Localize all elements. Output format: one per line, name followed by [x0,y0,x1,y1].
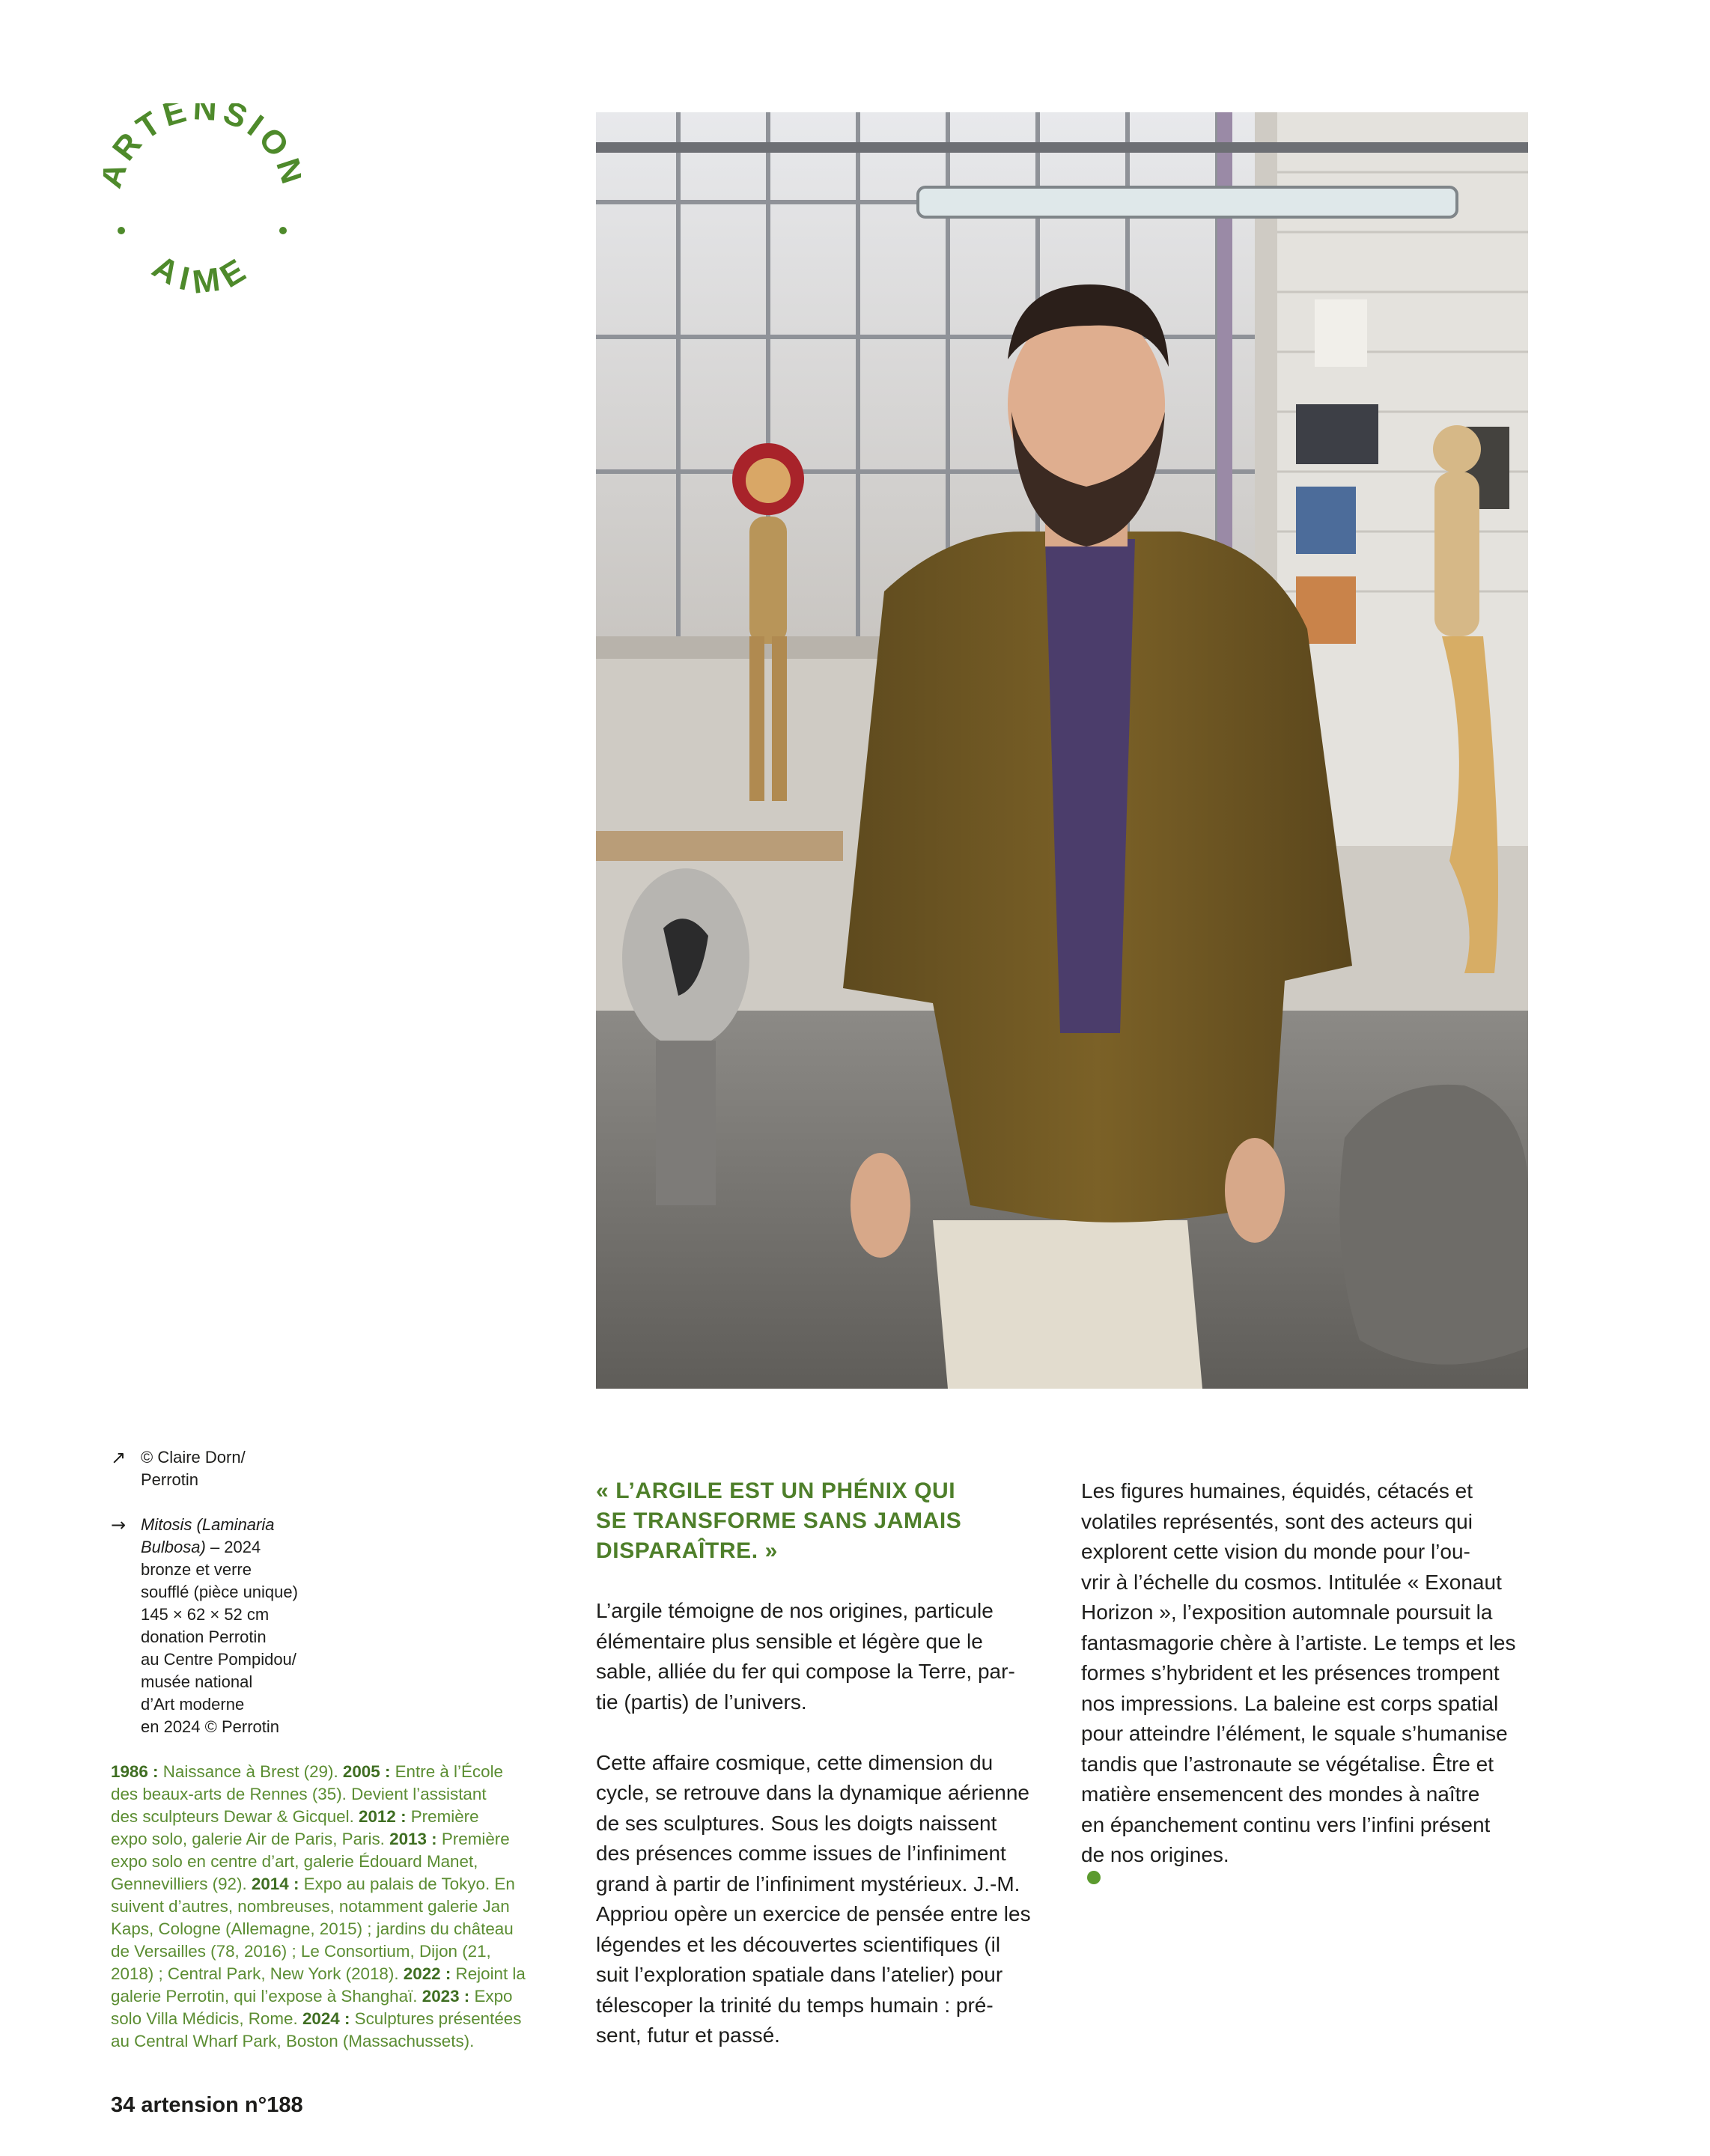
text-line: élémentaire plus sensible et légère que le [596,1629,983,1653]
logo-top-text: RTENSIO [105,103,299,168]
text-line: Cette affaire cosmique, cette dimension du [596,1750,994,1774]
text-line: suit l’exploration spatiale dans l’atelier) pour [596,1963,1003,1986]
bio-year: 2022 : [403,1964,451,1983]
logo-dot-left [118,227,125,234]
text-line: Horizon », l’exposition automnale poursuit la [1081,1601,1493,1624]
bio-line [111,1761,545,1783]
bio-year: 2024 : [302,2009,350,2028]
bio-year: 2012 : [359,1807,407,1826]
credit-line-1: © Claire Dorn/ [141,1448,246,1467]
text-line: sable, alliée du fer qui compose la Terre, par- [596,1660,1015,1683]
bio-line [111,1895,545,1918]
artwork-detail-8: en 2024 © Perrotin [141,1717,279,1736]
bio-text: Naissance à Brest (29). [158,1762,343,1781]
bio-text: 2018) ; Central Park, New York (2018). [111,1964,404,1983]
pull-quote [596,1476,1015,1566]
text-line: L’argile témoigne de nos origines, particule [596,1599,994,1622]
bio-line [111,1873,545,1895]
bio-line [111,1806,545,1828]
text-line: explorent cette vision du monde pour l’ou- [1081,1540,1470,1563]
artwork-title-line-2-text: Bulbosa) [141,1538,206,1556]
text-line: vrir à l’échelle du cosmos. Intitulée « Exonaut [1081,1570,1502,1594]
artist-bio-timeline [111,1761,545,2053]
paragraph-1 [596,1596,1045,1717]
bio-text: Kaps, Cologne (Allemagne, 2015) ; jardins du château [111,1919,514,1938]
bio-text: Première [436,1830,510,1848]
bio-text: Première [406,1807,479,1826]
text-line: formes s’hybrident et les présences trompent [1081,1661,1500,1684]
bio-year: 1986 : [111,1762,159,1781]
text-line: fantasmagorie chère à l’artiste. Le temps et les [1081,1630,1516,1654]
paragraph-2 [596,1748,1045,2051]
text-line: nos impressions. La baleine est corps spatial [1081,1691,1499,1715]
text-line: légendes et les découvertes scientifiques (il [596,1932,1001,1956]
article-column-2 [1081,1476,1530,1884]
bio-line [111,1963,545,1985]
text-line: tie (partis) de l’univers. [596,1690,807,1714]
photo-credit-caption [111,1446,335,1491]
artist-portrait-image [596,112,1528,1389]
text-line: cycle, se retrouve dans la dynamique aérienne [596,1781,1030,1804]
text-line: télescoper la trinité du temps humain : pré- [596,1993,994,2017]
bio-line [111,1851,545,1873]
logo-ring [103,103,301,301]
bio-year: 2005 : [342,1762,391,1781]
text-line: sent, futur et passé. [596,2023,780,2047]
bio-text: au Central Wharf Park, Boston (Massachussets). [111,2032,475,2050]
bio-text: Expo au palais de Tokyo. En [299,1875,515,1893]
text-line: de ses sculptures. Sous les doigts naissent [596,1811,997,1835]
logo-bottom-text: AIME [146,248,258,301]
text-line: de nos origines. [1081,1840,1530,1884]
bio-line [111,2008,545,2030]
bio-line [111,2030,545,2053]
bio-text: de Versailles (78, 2016) ; Le Consortium, Dijon (21, [111,1942,491,1961]
pull-quote-line-3: DISPARAÎTRE. » [596,1538,778,1563]
pull-quote-line-1: « L’ARGILE EST UN PHÉNIX QUI [596,1479,956,1503]
article-column-1 [596,1596,1045,2051]
text-line: des présences comme issues de l’infiniment [596,1842,1006,1865]
logo-dot-right [279,227,287,234]
bio-text: Expo [469,1987,513,2006]
artwork-title-line-2 [141,1536,335,1559]
text-line: Les figures humaines, équidés, cétacés et [1081,1479,1473,1502]
bio-text: Rejoint la [451,1964,526,1983]
text-line: en épanchement continu vers l’infini présent [1081,1812,1491,1836]
bio-text: expo solo en centre d’art, galerie Édouard Manet, [111,1852,478,1871]
text-line: pour atteindre l’élément, le squale s’humanise [1081,1722,1508,1745]
arrow-up-right-icon: ↗ [111,1447,127,1468]
text-line: tandis que l’astronaute se végétalise. Être et [1081,1752,1494,1776]
artwork-title-line-1: Mitosis (Laminaria [141,1515,275,1534]
svg-text:AIME [146,249,258,301]
text-line: volatiles représentés, sont des acteurs qui [1081,1509,1473,1533]
bio-text: des beaux-arts de Rennes (35). Devient l’assistant [111,1785,487,1803]
bio-text: solo Villa Médicis, Rome. [111,2009,302,2028]
bio-text: Sculptures présentées [350,2009,522,2028]
bio-line [111,1783,545,1806]
text-line: grand à partir de l’infiniment mystérieux. J.-M. [596,1872,1020,1895]
artwork-detail-7: d’Art moderne [141,1695,245,1714]
artwork-detail-5: au Centre Pompidou/ [141,1650,296,1669]
bio-year: 2013 : [389,1830,437,1848]
svg-text:ARTENSION [103,103,301,192]
artwork-caption [111,1514,335,1738]
bio-year: 2023 : [422,1987,470,2006]
bio-text: Gennevilliers (92). [111,1875,252,1893]
artist-portrait-photo [596,112,1528,1389]
bio-text: des sculpteurs Dewar & Gicquel. [111,1807,359,1826]
text-line: matière ensemencent des mondes à naître [1081,1782,1480,1806]
artwork-detail-1: bronze et verre [141,1560,252,1579]
bio-line [111,1918,545,1940]
bio-year: 2014 : [251,1875,299,1893]
bio-text: expo solo, galerie Air de Paris, Paris. [111,1830,390,1848]
bio-text: galerie Perrotin, qui l’expose à Shanghaï. [111,1987,422,2006]
artwork-detail-3: 145 × 62 × 52 cm [141,1605,270,1624]
artension-aime-logo [103,103,301,301]
bio-text: Entre à l’École [390,1762,503,1781]
artwork-detail-4: donation Perrotin [141,1627,267,1646]
page-footer-folio: 34 artension n°188 [111,2093,303,2117]
artwork-detail-2: soufflé (pièce unique) [141,1583,298,1601]
paragraph-3 [1081,1476,1530,1884]
text-line: Appriou opère un exercice de pensée entre les [596,1902,1031,1925]
pull-quote-line-2: SE TRANSFORME SANS JAMAIS [596,1508,962,1533]
bio-text: suivent d’autres, nombreuses, notamment galerie Jan [111,1897,510,1916]
bio-line [111,1828,545,1851]
bio-line [111,1940,545,1963]
bio-line [111,1985,545,2008]
artwork-year: – 2024 [205,1538,261,1556]
arrow-right-icon: → [111,1514,127,1535]
end-mark-dot-icon [1087,1871,1101,1884]
artwork-detail-6: musée national [141,1672,253,1691]
credit-line-2: Perrotin [141,1470,199,1489]
